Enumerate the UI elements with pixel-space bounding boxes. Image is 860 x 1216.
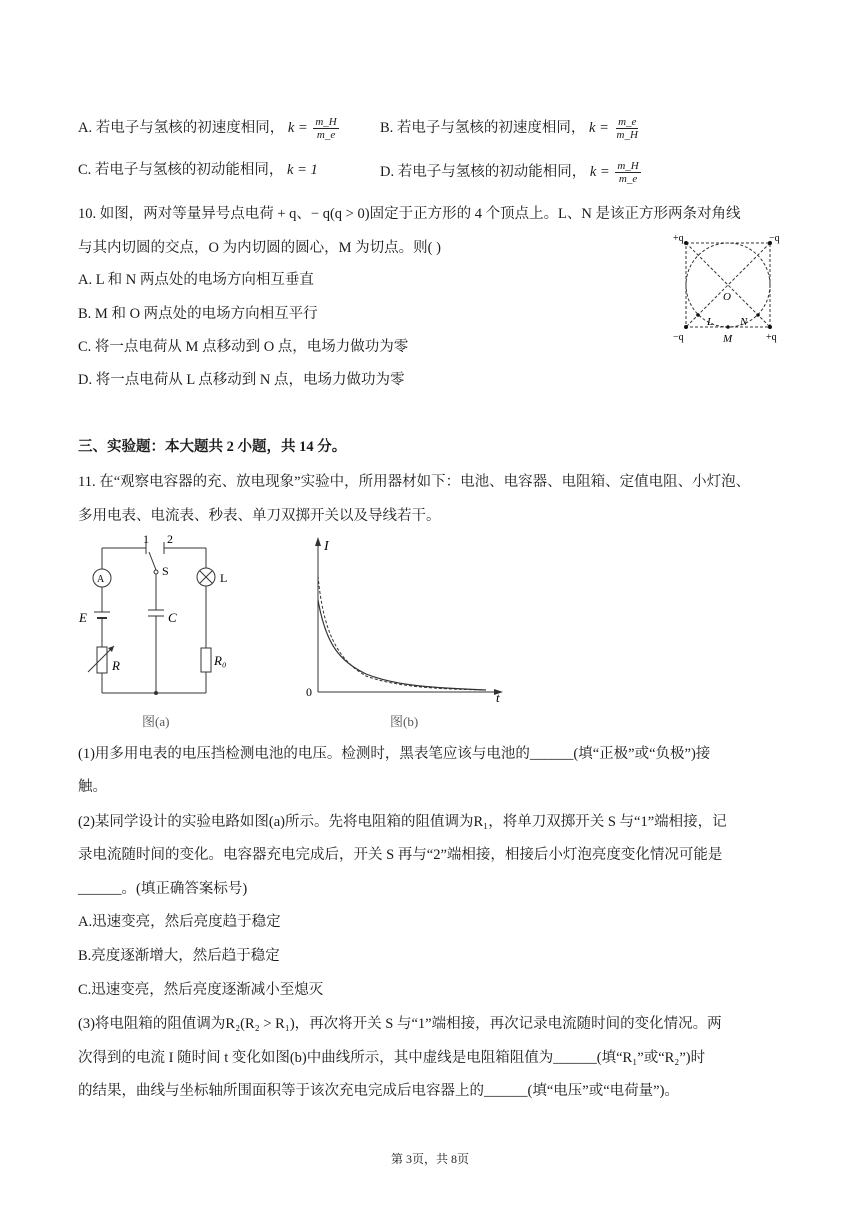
q9-option-c-eq: k = 1: [287, 162, 318, 178]
q10-option-b: B. M 和 O 两点处的电场方向相互平行: [78, 306, 318, 322]
section-heading: 三、实验题：本大题共 2 小题，共 14 分。: [78, 439, 347, 455]
fraction-numerator: m_H: [315, 116, 337, 128]
q11-part3-line-1: (3)将电阻箱的阻值调为R₂(R₂ > R₁)，再次将开关 S 与“1”端相接，再次记录电流随时间的变化情况。两: [78, 1016, 722, 1032]
q11-part2-line-1: (2)某同学设计的实验电路如图(a)所示。先将电阻箱的阻值调为R₁，将单刀双掷开关 S 与“1”端相接，记: [78, 814, 727, 830]
q11-part3-line-2: 次得到的电流 I 随时间 t 变化如图(b)中曲线所示，其中虚线是电阻箱阻值为______(填“R₁”或“R₂”)时: [78, 1050, 706, 1066]
switch-terminal-2: 2: [167, 532, 173, 546]
q10-option-a: A. L 和 N 两点处的电场方向相互垂直: [78, 272, 314, 288]
q9-option-b-eq: k =: [589, 119, 609, 136]
q10-option-d: D. 将一点电荷从 L 点移动到 N 点，电场力做功为零: [78, 372, 405, 388]
fraction-denominator: m_e: [618, 173, 638, 185]
q11-option-c: C.迅速变亮，然后亮度逐渐减小至熄灭: [78, 982, 324, 998]
switch-terminal-1: 1: [143, 532, 149, 546]
q9-option-d-eq: k =: [589, 163, 610, 180]
q9-option-b-fraction: [615, 116, 640, 141]
ammeter-label: A: [97, 574, 105, 585]
point-label-n: N: [740, 316, 748, 328]
q11-part1-line-1: (1)用多用电表的电压挡检测电池的电压。检测时，黑表笔应该与电池的______(填“正极”或“负极”)接: [78, 746, 711, 762]
lamp-label: L: [220, 571, 228, 585]
q9-option-b-text: B. 若电子与氢核的初速度相同，: [380, 119, 586, 136]
q11-stem-line-2: 多用电表、电流表、秒表、单刀双掷开关以及导线若干。: [78, 508, 441, 524]
q10-square-charge-figure: [668, 230, 788, 356]
origin-label: 0: [306, 685, 312, 699]
q9-option-c-text: C. 若电子与氢核的初动能相同，: [78, 162, 284, 178]
point-label-m: M: [723, 333, 733, 345]
q11-current-time-graph-b: [296, 534, 510, 732]
q9-option-a: [78, 116, 339, 141]
charge-label-bottom-left: −q: [673, 332, 684, 343]
y-axis-label: I: [324, 539, 329, 554]
figure-a-caption: 图(a): [142, 714, 170, 729]
fraction-numerator: m_e: [618, 116, 637, 128]
q11-part2-line-2: 录电流随时间的变化。电容器充电完成后，开关 S 再与“2”端相接，相接后小灯泡亮度变化情况可能是: [78, 847, 723, 863]
q9-option-d-fraction: [615, 160, 640, 185]
q9-option-b: [380, 116, 640, 141]
charge-label-top-left: +q: [673, 233, 684, 244]
q11-part2-line-3: ______。(填正确答案标号): [78, 881, 248, 897]
switch-label: S: [162, 564, 169, 578]
q9-option-a-text: A. 若电子与氢核的初速度相同，: [78, 119, 285, 136]
rheostat-label: R: [112, 658, 120, 673]
q9-option-d-text: D. 若电子与氢核的初动能相同，: [380, 163, 587, 180]
x-axis-label: t: [496, 690, 500, 705]
q9-option-a-eq: k =: [287, 119, 308, 136]
q9-option-a-fraction: [313, 116, 338, 141]
q9-option-d: [380, 160, 641, 185]
charge-label-bottom-right: +q: [766, 332, 777, 343]
q10-stem-line-2: 与其内切圆的交点，O 为内切圆的圆心，M 为切点。则( ): [78, 240, 441, 256]
fixed-resistor-label: R₀: [214, 653, 227, 668]
fraction-numerator: m_H: [617, 160, 639, 172]
fraction-denominator: m_H: [616, 129, 638, 141]
q10-option-c: C. 将一点电荷从 M 点移动到 O 点，电场力做功为零: [78, 339, 409, 355]
q11-part1-line-2: 触。: [78, 779, 107, 795]
figure-b-caption: 图(b): [390, 714, 419, 729]
q11-part3-line-3: 的结果，曲线与坐标轴所围面积等于该次充电完成后电容器上的______(填“电压”或“电荷量”)。: [78, 1083, 679, 1099]
q11-stem-line-1: 11. 在“观察电容器的充、放电现象”实验中，所用器材如下：电池、电容器、电阻箱、定值电阻、小灯泡、: [78, 474, 751, 490]
q11-circuit-figure-a: [74, 532, 234, 732]
q11-option-a: A.迅速变亮，然后亮度趋于稳定: [78, 914, 281, 930]
charge-label-top-right: −q: [769, 233, 780, 244]
point-label-l: L: [707, 316, 714, 328]
fraction-denominator: m_e: [316, 129, 336, 141]
q9-option-c: [78, 160, 318, 180]
q11-option-b: B.亮度逐渐增大，然后趋于稳定: [78, 948, 280, 964]
capacitor-label: C: [168, 610, 177, 625]
battery-label: E: [79, 610, 87, 625]
page-footer: 第 3页，共 8页: [390, 1152, 469, 1166]
point-label-o: O: [723, 291, 731, 303]
q10-stem-line-1: 10. 如图，两对等量异号点电荷 + q、− q(q > 0)固定于正方形的 4 个顶点上。L、N 是该正方形两条对角线: [78, 206, 741, 222]
